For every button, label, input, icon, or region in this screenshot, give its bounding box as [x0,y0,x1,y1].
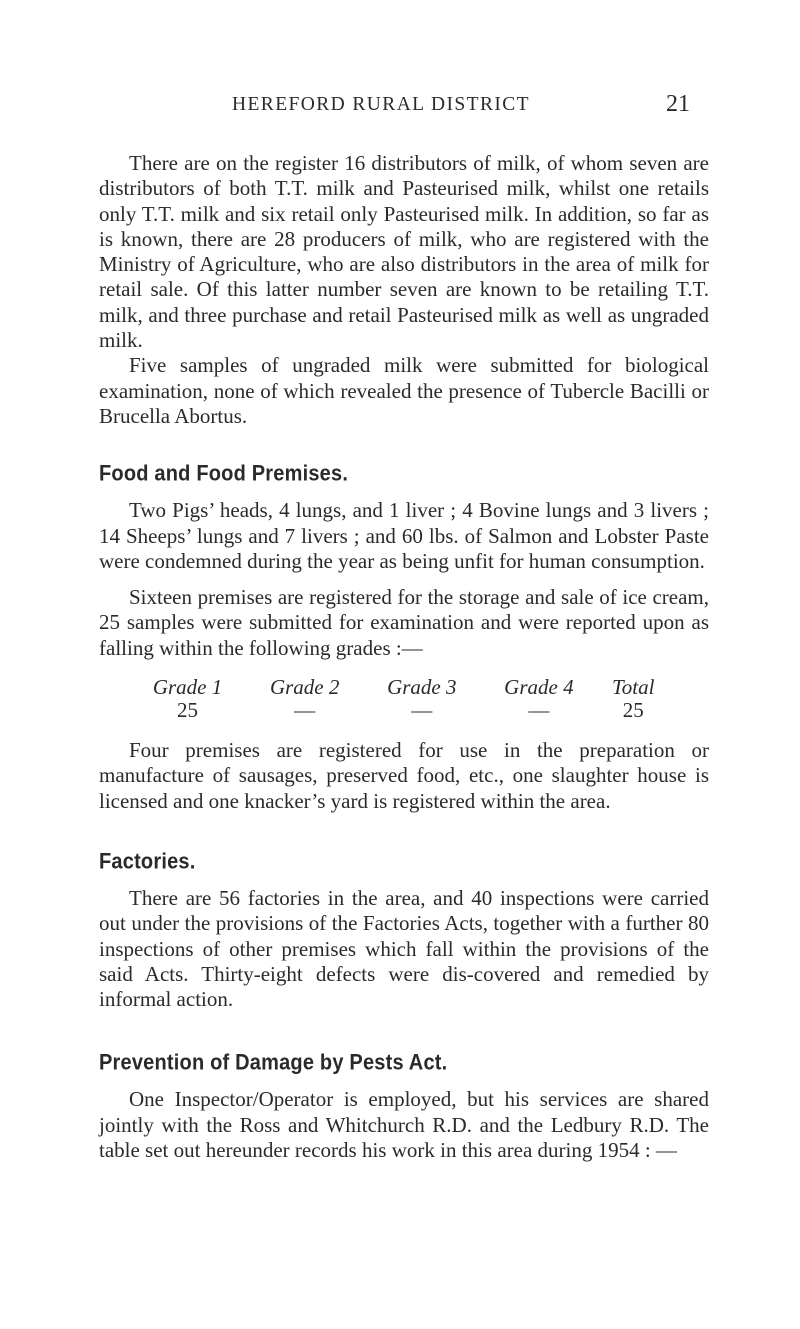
grade-2-header: Grade 2 [269,675,340,700]
food-premises-heading: Food and Food Premises. [99,461,349,487]
food-premises-section [99,462,709,814]
grade-3-header: Grade 3 [387,675,457,700]
grade-4-value: — [528,698,550,723]
pests-act-paragraph: One Inspector/Operator is employed, but his services are shared jointly with the Ross and Whitchurch R.D. and the Ledbury R.D. The table set out hereunder records his work in this area during 1954 : — [99,1087,709,1163]
pests-act-section [99,1051,709,1163]
food-condemned-paragraph: Two Pigs’ heads, 4 lungs, and 1 liver ; 4 Bovine lungs and 3 livers ; 14 Sheeps’ lungs and 7 livers ; and 60 lbs. of Salmon and Lobster Paste were condemned during the year as being unfit for human consumption. [99,498,709,573]
total-header: Total [612,675,655,700]
grade-1-value: 25 [177,698,199,723]
page-body [99,151,709,1163]
grade-3-value: — [411,698,433,723]
milk-section [99,151,709,429]
grade-4-header: Grade 4 [504,675,574,700]
sausage-premises-paragraph: Four premises are registered for use in the preparation or manufacture of sausages, preserved food, etc., one slaughter house is licensed and one knacker’s yard is registered within the area. [99,738,709,813]
page-header [0,91,800,124]
total-value: 25 [622,698,644,723]
grades-header-row [129,676,669,699]
factories-section [99,850,709,1012]
factories-paragraph: There are 56 factories in the area, and 40 inspections were carried out under the provisions of the Factories Acts, together with a further 80 inspections of other premises which fall within the provisions of the said Acts. Thirty-eight defects were dis-covered and remedied by informal action. [99,885,709,1012]
grade-2-value: — [294,698,316,723]
page-number: 21 [666,91,690,117]
factories-heading: Factories. [99,849,196,875]
milk-samples-paragraph: Five samples of ungraded milk were submitted for biological examination, none of which revealed the presence of Tubercle Bacilli or Brucella Abortus. [99,353,709,428]
grades-value-row [129,699,669,722]
ice-cream-paragraph: Sixteen premises are registered for the storage and sale of ice cream, 25 samples were submitted for examination and were reported upon as falling within the following grades :— [99,585,709,660]
grade-1-header: Grade 1 [152,675,223,700]
ice-cream-grades-table [129,676,669,722]
pests-act-heading: Prevention of Damage by Pests Act. [99,1051,448,1076]
header-title: HEREFORD RURAL DISTRICT [232,94,530,115]
milk-distributors-paragraph: There are on the register 16 distributors of milk, of whom seven are distributors of both T.T. milk and Pasteurised milk, whilst one retails only T.T. milk and six retail only Pasteurised milk. In addition, so far as is known, there are 28 producers of milk, who are registered with the Ministry of Agriculture, who are also distributors in the area of milk for retail sale. Of this latter number seven are known to be retailing T.T. milk, and three purchase and retail Pasteurised milk as well as ungraded milk. [99,151,709,353]
